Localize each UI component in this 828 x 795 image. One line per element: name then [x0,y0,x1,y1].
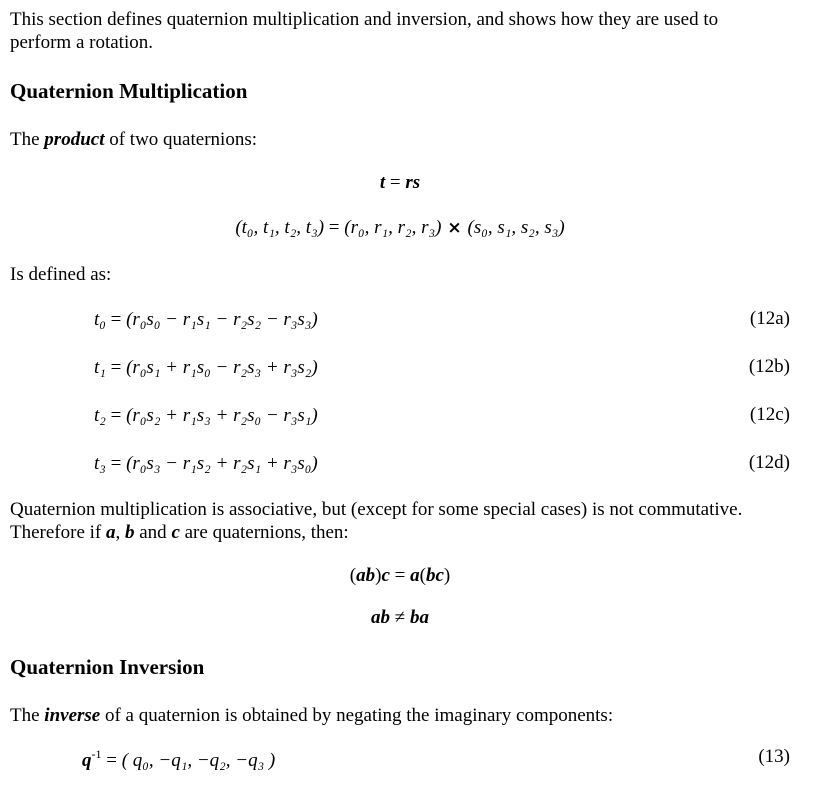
product-eq-rs: rs [405,172,421,193]
inversion-heading: Quaternion Inversion [10,655,205,679]
inverse-eq-q: q [82,750,92,771]
assoc-var-b: b [125,522,135,543]
equation-12a-equals: = [105,309,127,330]
assoc-line2-before: Therefore if [10,522,106,543]
inverse-sentence [10,704,613,727]
equation-12a-rhs: (r₀s₀ − r₁s₁ − r₂s₂ − r₃s₃) [126,309,318,330]
equation-12c-rhs: (r₀s₂ + r₁s₃ + r₂s₀ − r₃s₁) [126,405,318,426]
associativity-line-2 [10,521,349,544]
inverse-sentence-before: The [10,705,45,726]
equation-12b-lhs: t₁ [94,357,106,378]
equation-12d-lhs: t₃ [94,453,106,474]
assoc-eq-open-2: ( [419,565,426,586]
inverse-sentence-after: of a quaternion is obtained by negating the imaginary components: [100,705,614,726]
intro-line-2: perform a rotation. [10,32,153,53]
cross-product-symbol: × [441,218,468,238]
inverse-eq-rhs: ( q₀, −q₁, −q₂, −q₃ ) [121,750,276,771]
inverse-equation [82,747,276,772]
tuple-equation [0,217,800,239]
equation-12b [94,357,318,379]
assoc-eq-open-1: ( [349,565,357,586]
multiplication-heading: Quaternion Multiplication [10,79,248,103]
product-sentence [10,128,257,151]
equation-number-12a: (12a) [749,308,790,329]
inverse-eq-exponent: -1 [91,747,102,761]
product-term: product [44,129,105,150]
assoc-line2-after: are quaternions, then: [179,522,349,543]
tuple-eq-lhs: (t₀, t₁, t₂, t₃) [235,217,325,238]
equation-number-12b: (12b) [748,356,790,377]
equation-12c [94,405,318,427]
equation-number-12c: (12c) [749,404,790,425]
equation-12c-lhs: t₂ [94,405,106,426]
product-sentence-after: of two quaternions: [104,129,257,150]
equation-12b-rhs: (r₀s₁ + r₁s₀ − r₂s₃ + r₃s₂) [126,357,318,378]
equation-12a-lhs: t₀ [94,309,106,330]
assoc-var-c: c [171,522,180,543]
associativity-equation [0,565,800,587]
inverse-term: inverse [44,705,101,726]
tuple-eq-r: (r₀, r₁, r₂, r₃) [344,217,442,238]
assoc-eq-a: a [410,565,420,586]
associativity-line-1: Quaternion multiplication is associative, but (except for some special cases) is not commutative. [10,499,743,520]
tuple-eq-equals: = [324,217,345,238]
assoc-eq-c: c [381,565,390,586]
noncomm-eq-neq: ≠ [390,607,410,628]
assoc-eq-bc: bc [425,565,444,586]
equation-12d-equals: = [105,453,127,474]
inverse-eq-equals: = [101,750,122,771]
assoc-eq-close-2: ) [443,565,451,586]
product-sentence-before: The [10,129,45,150]
equation-12d [94,453,318,475]
equation-12c-equals: = [105,405,127,426]
assoc-line2-and: and [134,522,172,543]
product-eq-t: t [379,172,386,193]
defined-as-label: Is defined as: [10,264,112,285]
equation-12a [94,309,318,331]
noncomm-eq-ba: ba [409,607,429,628]
equation-number-12d: (12d) [748,452,790,473]
equation-12d-rhs: (r₀s₃ − r₁s₂ + r₂s₁ + r₃s₀) [126,453,318,474]
noncomm-eq-ab: ab [371,607,391,628]
assoc-eq-ab: ab [356,565,376,586]
equation-number-13: (13) [758,746,790,767]
assoc-line2-comma: , [115,522,125,543]
tuple-eq-s: (s₀, s₁, s₂, s₃) [467,217,565,238]
noncommutative-equation [0,607,800,629]
equation-12b-equals: = [105,357,127,378]
product-equation [0,172,800,194]
assoc-var-a: a [106,522,116,543]
intro-line-1: This section defines quaternion multiplication and inversion, and shows how they are used to [10,9,719,30]
product-eq-equals: = [385,172,406,193]
assoc-eq-close-1: ) [375,565,382,586]
assoc-eq-equals: = [389,565,411,586]
